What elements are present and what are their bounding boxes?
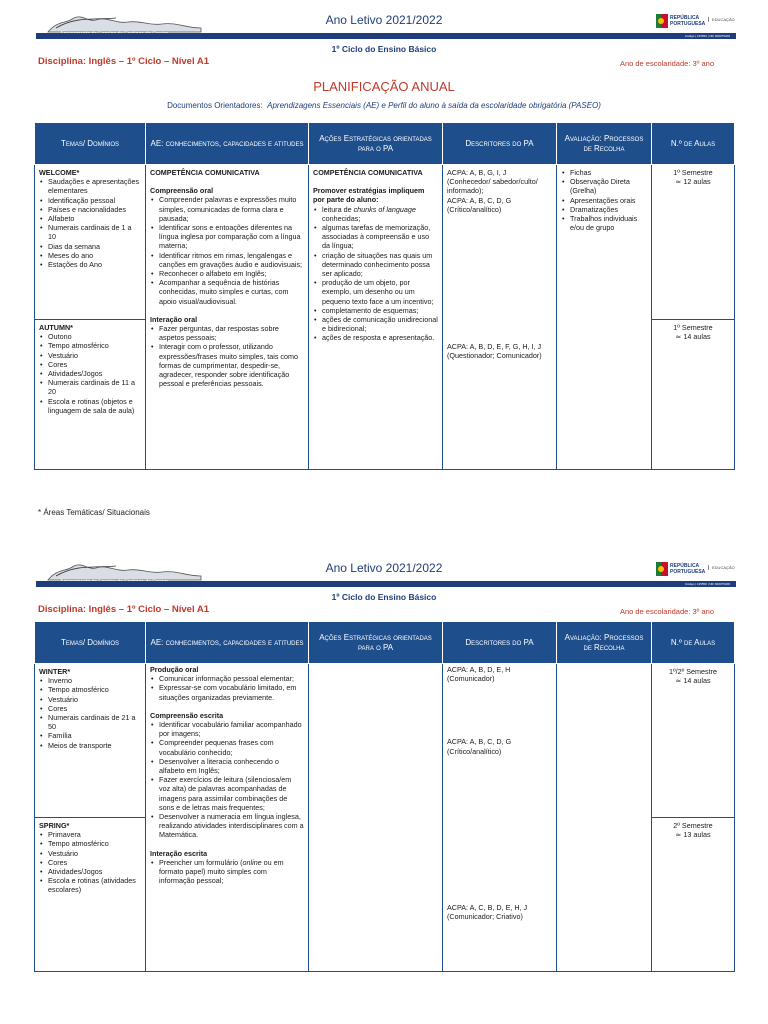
descriptor-desc: (Conhecedor/ sabedor/culto/ informado); [447,177,538,196]
list-item: • Expressar-se com vocabulário limitado, em situações organizadas previamente. [150,683,304,701]
planning-table-2 [34,621,735,972]
rp-line2: PORTUGUESA [670,569,706,575]
theme-title: WINTER* [39,667,71,676]
republica-logo [656,562,736,582]
list-item: • Apresentações orais [561,196,647,205]
list-item: • Cores [39,704,141,713]
ae-cell [146,664,309,972]
list-item: • Estações do Ano [39,260,141,269]
actions-cell [309,165,443,470]
col-header-avaliacao: Avaliação: Processos de Recolha [557,622,652,664]
descriptor-desc: (Comunicador) [447,674,495,684]
docs-text: Aprendizagens Essenciais (AE) e Perfil do aluno à saída da escolaridade obrigatória (PASEO) [267,101,601,110]
cycle-label: 1º Ciclo do Ensino Básico [331,592,437,602]
list-item: • completamento de esquemas; [313,306,438,315]
competence-heading: COMPETÊNCIA COMUNICATIVA [313,168,423,177]
list-item: • Alfabeto [39,214,141,223]
lessons-count: ≃ 14 aulas [675,332,711,342]
list-item: • Atividades/Jogos [39,369,141,378]
page-header [0,548,768,596]
school-year-label: Ano de escolaridade: 3º ano [619,59,714,68]
col-header-acoes: Ações Estratégicas orientadas para o PA [309,622,443,664]
flag-icon [656,562,668,576]
theme-welcome [35,165,146,320]
table-row [35,664,735,818]
col-header-ae: AE: conhecimentos, capacidades e atitudes [146,123,309,165]
list-item: • Cores [39,360,141,369]
page-title: PLANIFICAÇÃO ANUAL [313,79,455,94]
descriptor-codes: ACPA: A, B, G, I, J [447,168,507,177]
list-item: • Fazer exercícios de leitura (silenciosa/em voz alta) de palavras acompanhadas de imagens para assimilar combinações de sons e de letras mais frequentes; [150,775,304,812]
theme-title: AUTUMN* [39,323,73,332]
actions-cell [309,664,443,972]
list-item: • Compreender pequenas frases com vocabulário conhecido; [150,738,304,756]
descriptor-desc: (Crítico/analítico) [447,746,502,756]
discipline-label: Disciplina: Inglês – 1º Ciclo – Nível A1 [38,56,210,67]
lessons-cell [652,664,735,818]
list-item: • Dramatizações [561,205,647,214]
list-item: • criação de situações nas quais um determinado conhecimento possa ser aplicado; [313,251,438,279]
skill-heading: Interação escrita [150,848,208,858]
page-header [0,0,768,48]
list-item: • Saudações e apresentações elementares [39,177,141,195]
list-item: • Vestuário [39,849,141,858]
list-item: • Meses do ano [39,251,141,260]
col-header-acoes: Ações Estratégicas orientadas para o PA [309,123,443,165]
header-bar [36,33,736,39]
col-header-ae: AE: conhecimentos, capacidades e atitudes [146,622,309,664]
list-item: • Atividades/Jogos [39,867,141,876]
table-header-row [35,123,735,165]
list-item: • Tempo atmosférico [39,341,141,350]
cycle-label: 1º Ciclo do Ensino Básico [331,44,437,54]
header-bar [36,581,736,587]
list-item: • Escola e rotinas (objetos e linguagem de sala de aula) [39,397,141,415]
list-item: • Fichas [561,168,647,177]
republica-logo [656,14,736,34]
theme-items [39,177,141,269]
theme-spring [35,818,146,972]
list-item: • Meios de transporte [39,741,141,750]
list-item: • Inverno [39,676,141,685]
document-page-2 [0,548,768,1024]
rp-line1: REPÚBLICA [670,563,700,569]
rp-edu: EDUCAÇÃO [708,17,735,22]
col-header-descritores: Descritores do PA [443,123,557,165]
list-item: • ações de resposta e apresentação. [313,333,438,342]
semester-label: 1º Semestre [673,168,713,177]
list-item: • Compreender palavras e expressões muito simples, comunicadas de forma clara e pausada; [150,195,304,223]
header-bar-text: Código | 135550 | NIF 600075206 [684,34,730,38]
list-item: • Identificar vocabulário familiar acompanhado por imagens; [150,720,304,738]
docs-label: Documentos Orientadores: [167,101,263,110]
descriptor-codes: ACPA: A, B, D, E, H [447,665,511,674]
lessons-count: ≃ 13 aulas [675,830,711,840]
col-header-temas: Temas/ Domínios [35,622,146,664]
col-header-descritores: Descritores do PA [443,622,557,664]
descriptor-codes: ACPA: A, C, B, D, E, H, J [447,902,528,912]
year-title: Ano Letivo 2021/2022 [325,13,443,27]
footnote: * Áreas Temáticas/ Situacionais [38,508,150,517]
semester-label: 1º/2º Semestre [669,667,717,676]
list-item: • Observação Direta (Grelha) [561,177,647,195]
lessons-count: ≃ 14 aulas [675,676,711,686]
descriptor-desc: (Comunicador; Criativo) [447,912,523,922]
list-item: • produção de um objeto, por exemplo, um desenho ou um pequeno texto face a um incentivo; [313,278,438,306]
list-item: • Fazer perguntas, dar respostas sobre aspetos pessoais; [150,324,304,342]
list-item: • Identificar sons e entoações diferentes na língua inglesa por comparação com a língua materna; [150,223,304,251]
list-item: • Reconhecer o alfabeto em Inglês; [150,269,304,278]
list-item: • Acompanhar a sequência de histórias conhecidas, muito simples e curtas, com apoio visual/audiovisual. [150,278,304,306]
list-item: • Escola e rotinas (atividades escolares) [39,876,141,894]
table-header-row [35,622,735,664]
planning-table-1 [34,122,735,470]
list-item: • Preencher um formulário (online ou em formato papel) muito simples com informação pessoal; [150,858,304,886]
list-item: • Numerais cardinais de 1 a 10 [39,223,141,241]
list-item: • Desenvolver a numeracia em língua inglesa, realizando atividades interdisciplinares com a Matemática. [150,812,304,840]
theme-title: WELCOME* [39,168,80,177]
lessons-count: ≃ 12 aulas [675,177,711,187]
skill-heading: Compreensão oral [150,186,214,196]
flag-icon [656,14,668,28]
guiding-documents [0,101,768,110]
ae-cell [146,165,309,470]
list-item: • Dias da semana [39,242,141,251]
list-item: • Outono [39,332,141,341]
descriptor-codes: ACPA: A, B, C, D, G [447,737,512,747]
lessons-cell [652,818,735,972]
theme-autumn [35,320,146,470]
rp-line1: REPÚBLICA [670,15,700,21]
evaluation-cell [557,664,652,972]
table-row [35,165,735,320]
list-item: • Desenvolver a literacia conhecendo o alfabeto em Inglês; [150,757,304,775]
list-item: • Numerais cardinais de 21 a 50 [39,713,141,731]
descriptors-cell [443,165,557,470]
list-item: • Primavera [39,830,141,839]
descriptor-desc: (Crítico/analítico) [447,204,502,214]
list-item: • Trabalhos individuais e/ou de grupo [561,214,647,232]
theme-title: SPRING* [39,821,70,830]
list-item: • Cores [39,858,141,867]
lessons-cell [652,320,735,470]
semester-label: 1º Semestre [673,323,713,332]
list-item: • Tempo atmosférico [39,839,141,848]
school-year-label: Ano de escolaridade: 3º ano [619,607,714,616]
competence-heading: COMPETÊNCIA COMUNICATIVA [150,168,260,177]
header-bar-text: Código | 135550 | NIF 600075206 [684,582,730,586]
rp-line2: PORTUGUESA [670,21,706,27]
year-title: Ano Letivo 2021/2022 [325,561,443,575]
list-item: • Interagir com o professor, utilizando expressões/frases muito simples, tais como formas de cumprimentar, despedir-se, agradecer, responder sobre identificação pessoal e preferências pessoais. [150,342,304,388]
col-header-avaliacao: Avaliação: Processos de Recolha [557,123,652,165]
col-header-temas: Temas/ Domínios [35,123,146,165]
list-item: • Família [39,731,141,740]
list-item: • Identificar ritmos em rimas, lengalengas e canções em gravações áudio e audiovisuais; [150,251,304,269]
list-item: • Identificação pessoal [39,196,141,205]
descriptor-codes: ACPA: A, B, D, E, F, G, H, I, J [447,342,542,352]
list-item: • Tempo atmosférico [39,685,141,694]
skill-heading: Produção oral [150,665,199,674]
discipline-label: Disciplina: Inglês – 1º Ciclo – Nível A1 [38,604,210,615]
descriptor-desc: (Questionador; Comunicador) [447,351,542,361]
list-item: • Numerais cardinais de 11 a 20 [39,378,141,396]
descriptors-cell [443,664,557,972]
list-item: • Comunicar informação pessoal elementar; [150,674,304,683]
evaluation-cell [557,165,652,470]
list-item: • Vestuário [39,351,141,360]
list-item: • Países e nacionalidades [39,205,141,214]
semester-label: 2º Semestre [673,821,713,830]
rp-edu: EDUCAÇÃO [708,565,735,570]
lessons-cell [652,165,735,320]
list-item: • Vestuário [39,695,141,704]
list-item: • leitura de chunks of language conhecidas; [313,205,438,223]
strategy-heading: Promover estratégias impliquem por parte do aluno: [313,186,425,205]
list-item: • algumas tarefas de memorização, associadas à compreensão e uso da língua; [313,223,438,251]
col-header-aulas: N.º de Aulas [652,123,735,165]
descriptor-codes: ACPA: A, B, C, D, G [447,195,512,205]
theme-winter [35,664,146,818]
skill-heading: Interação oral [150,314,198,324]
list-item: • ações de comunicação unidirecional e bidirecional; [313,315,438,333]
skill-heading: Compreensão escrita [150,710,224,720]
col-header-aulas: N.º de Aulas [652,622,735,664]
